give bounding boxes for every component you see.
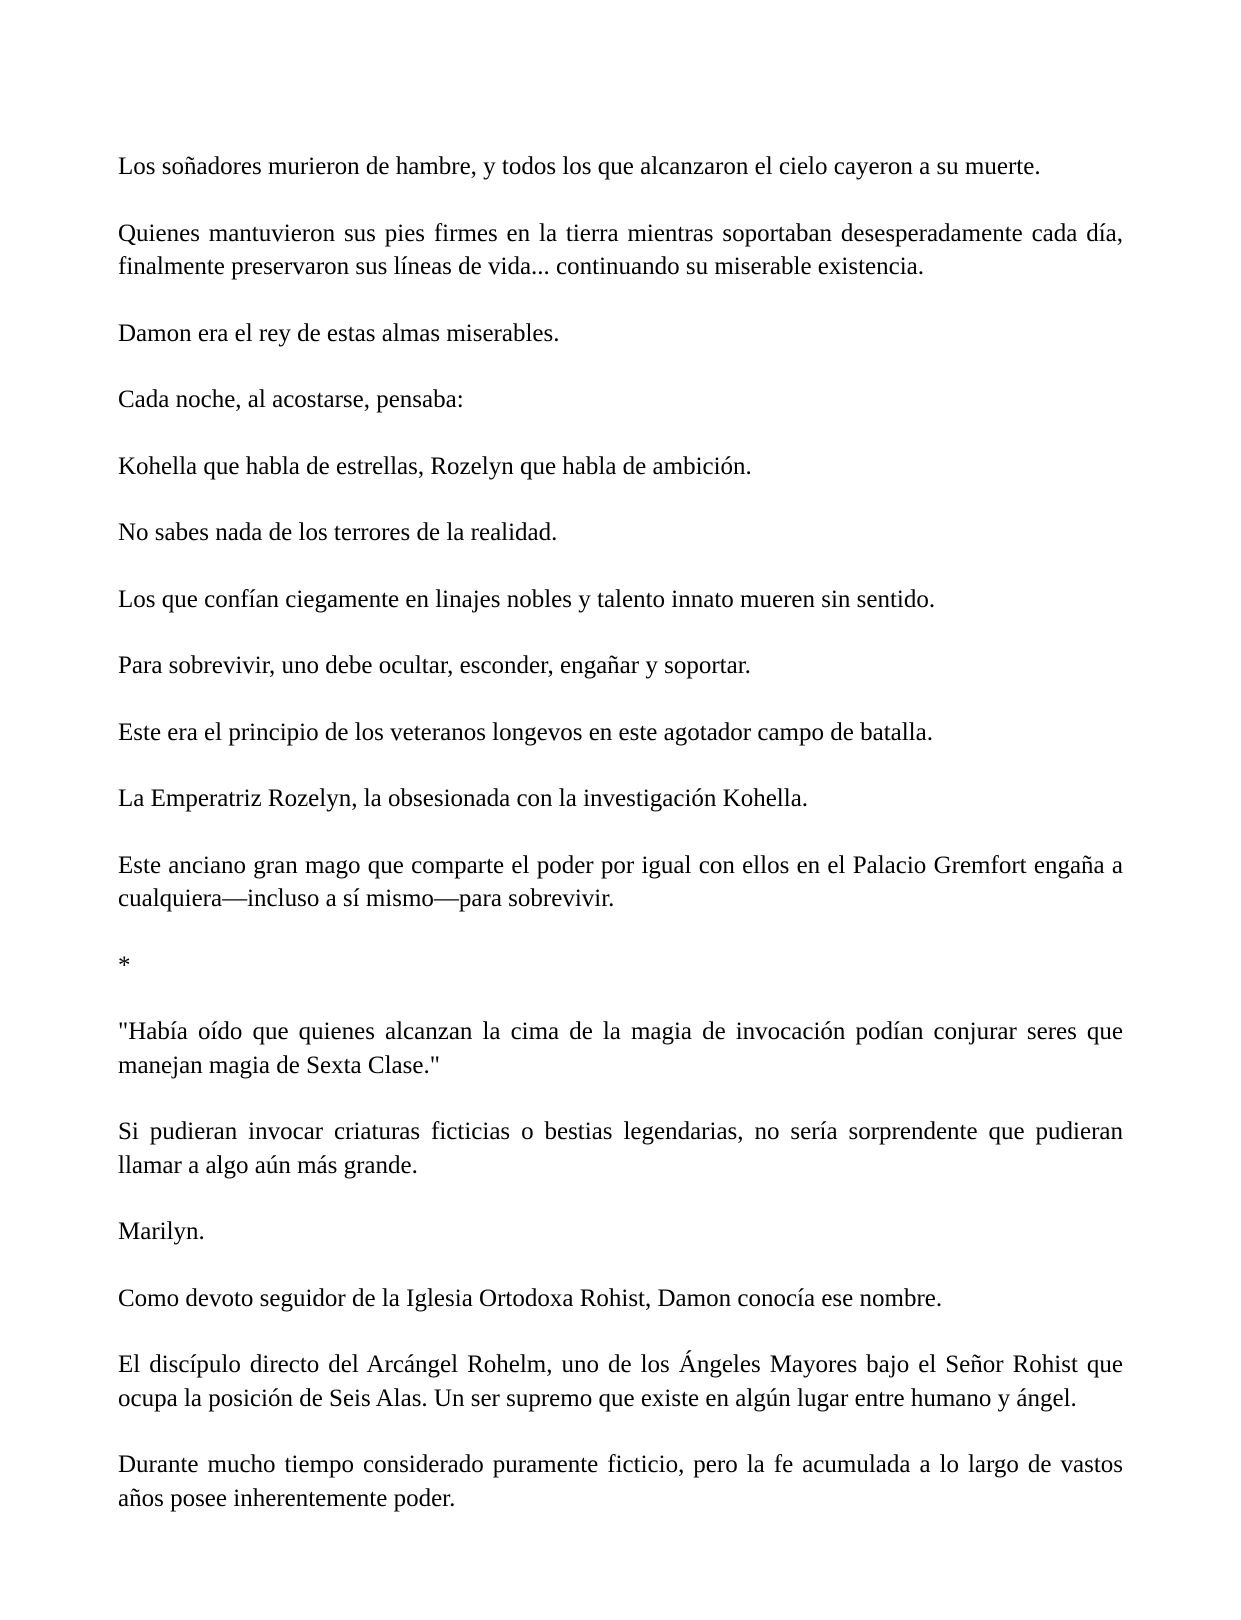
scene-break: * (118, 951, 131, 979)
paragraph-11: Este anciano gran mago que comparte el poder por igual con ellos en el Palacio Gremfort engaña a cualquiera—incluso a sí mismo—para sobrevivir. (118, 851, 1123, 912)
paragraph-16: El discípulo directo del Arcángel Rohelm, uno de los Ángeles Mayores bajo el Señor Rohist que ocupa la posición de Seis Alas. Un ser supremo que existe en algún lugar entre humano y ángel. (118, 1351, 1123, 1412)
paragraph-1: Los soñadores murieron de hambre, y todos los que alcanzaron el cielo cayeron a su muerte. (118, 153, 1041, 180)
paragraph-12: "Había oído que quienes alcanzan la cima de la magia de invocación podían conjurar seres que manejan magia de Sexta Clase." (118, 1018, 1123, 1079)
paragraph-15: Como devoto seguidor de la Iglesia Ortodoxa Rohist, Damon conocía ese nombre. (118, 1284, 943, 1312)
paragraph-7: Los que confían ciegamente en linajes nobles y talento innato mueren sin sentido. (118, 585, 936, 613)
paragraph-4: Cada noche, al acostarse, pensaba: (118, 386, 464, 413)
paragraph-17: Durante mucho tiempo considerado puramente ficticio, pero la fe acumulada a lo largo de vastos años posee inherentemente poder. (118, 1451, 1123, 1512)
paragraph-2: Quienes mantuvieron sus pies firmes en la tierra mientras soportaban desesperadamente cada día, finalmente preservaron sus líneas de vida... continuando su miserable existencia. (118, 219, 1123, 280)
paragraph-6: No sabes nada de los terrores de la realidad. (118, 519, 558, 546)
paragraph-8: Para sobrevivir, uno debe ocultar, esconder, engañar y soportar. (118, 652, 751, 679)
paragraph-9: Este era el principio de los veteranos longevos en este agotador campo de batalla. (118, 718, 933, 746)
paragraph-13: Si pudieran invocar criaturas ficticias o bestias legendarias, no sería sorprendente que pudieran llamar a algo aún más grande. (118, 1118, 1123, 1179)
paragraph-5: Kohella que habla de estrellas, Rozelyn que habla de ambición. (118, 452, 752, 480)
paragraph-3: Damon era el rey de estas almas miserables. (118, 319, 560, 347)
paragraph-14: Marilyn. (118, 1218, 205, 1245)
document-body (118, 150, 1123, 1548)
paragraph-10: La Emperatriz Rozelyn, la obsesionada con la investigación Kohella. (118, 785, 809, 812)
